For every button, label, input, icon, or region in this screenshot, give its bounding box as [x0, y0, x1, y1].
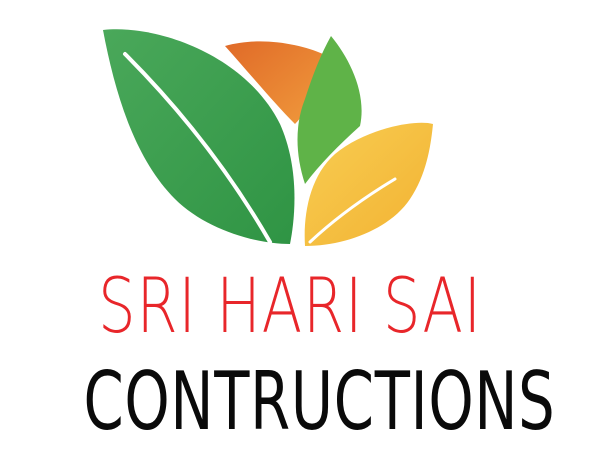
- company-name-line2: CONTRUCTIONS: [83, 355, 556, 448]
- company-name-line1: SRI HARI SAI: [98, 261, 482, 350]
- leaf-flower-icon: [95, 14, 435, 254]
